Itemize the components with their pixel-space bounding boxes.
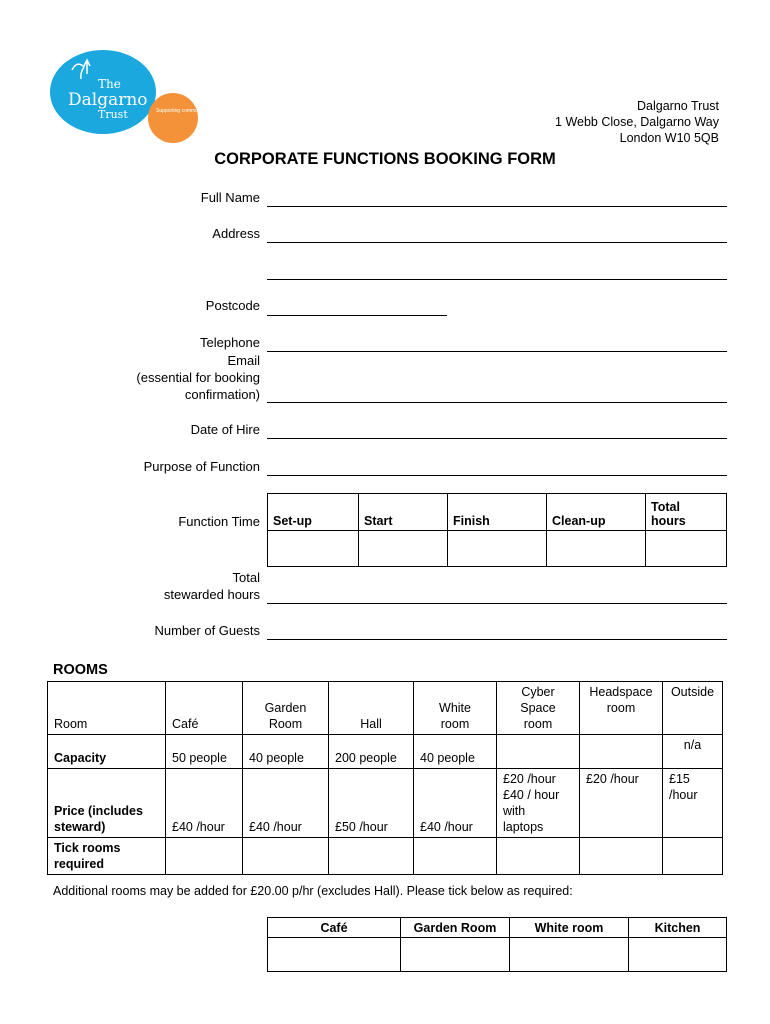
white-price: £40 /hour <box>414 769 497 838</box>
date-of-hire-field[interactable] <box>267 438 727 439</box>
total-hours-line2: hours <box>651 514 686 528</box>
address-line3: London W10 5QB <box>619 131 719 145</box>
cafe-capacity: 50 people <box>166 735 243 769</box>
hall-header: Hall <box>329 682 414 735</box>
finish-header: Finish <box>448 494 547 531</box>
guests-label: Number of Guests <box>154 623 260 638</box>
email-field[interactable] <box>267 402 727 403</box>
cyber-price-line3: with <box>503 804 526 818</box>
white-header-line2: room <box>440 717 470 731</box>
additional-kitchen-tick[interactable] <box>629 938 727 972</box>
outside-price-line1: £15 <box>669 772 690 786</box>
address-field-line1[interactable] <box>267 242 727 243</box>
address-line2: 1 Webb Close, Dalgarno Way <box>555 115 719 129</box>
logo-badge-text: Supporting community action <box>156 108 221 114</box>
dalgarno-trust-logo <box>50 50 221 145</box>
tick-outside[interactable] <box>663 838 723 875</box>
start-header: Start <box>359 494 448 531</box>
additional-rooms-note: Additional rooms may be added for £20.00 p/hr (excludes Hall). Please tick below as required: <box>53 884 573 898</box>
cleanup-cell[interactable] <box>547 531 646 567</box>
cyber-price-line1: £20 /hour <box>503 772 556 786</box>
email-label-line1: Email <box>227 353 260 368</box>
outside-price-line2: /hour <box>669 788 698 802</box>
additional-white-tick[interactable] <box>510 938 629 972</box>
start-cell[interactable] <box>359 531 448 567</box>
logo-name-line2: Dalgarno <box>68 90 148 110</box>
cyber-price-line2: £40 / hour <box>503 788 560 802</box>
setup-header: Set-up <box>268 494 359 531</box>
address-label: Address <box>212 226 260 241</box>
capacity-label: Capacity <box>48 735 166 769</box>
email-label-line3: confirmation) <box>184 387 260 402</box>
hall-price: £50 /hour <box>329 769 414 838</box>
total-hours-cell[interactable] <box>646 531 727 567</box>
headspace-header-line2: room <box>606 701 636 715</box>
postcode-field[interactable] <box>267 315 447 316</box>
cyber-price-line4: laptops <box>503 820 544 834</box>
form-title: CORPORATE FUNCTIONS BOOKING FORM <box>214 150 556 168</box>
additional-garden-tick[interactable] <box>401 938 510 972</box>
tick-label-line2: required <box>54 857 105 871</box>
email-label <box>5 352 260 403</box>
additional-kitchen-header: Kitchen <box>629 918 727 938</box>
cyber-header-line2: Space <box>520 701 556 715</box>
tick-cyber[interactable] <box>497 838 580 875</box>
date-of-hire-label: Date of Hire <box>190 422 260 437</box>
hall-capacity: 200 people <box>329 735 414 769</box>
logo-name-line1: The <box>98 77 121 91</box>
total-hours-line1: Total <box>651 500 680 514</box>
total-hours-header <box>646 494 727 531</box>
cyber-header-line1: Cyber <box>521 685 555 699</box>
address-field-line2[interactable] <box>267 279 727 280</box>
tick-cafe[interactable] <box>166 838 243 875</box>
cafe-header: Café <box>166 682 243 735</box>
garden-price: £40 /hour <box>243 769 329 838</box>
purpose-label: Purpose of Function <box>143 459 260 474</box>
telephone-label: Telephone <box>200 335 260 350</box>
full-name-label: Full Name <box>200 190 260 205</box>
cleanup-header: Clean-up <box>547 494 646 531</box>
total-stewarded-line1: Total <box>232 570 260 585</box>
outside-capacity: n/a <box>663 735 723 769</box>
price-label <box>48 769 166 838</box>
cyber-space-header <box>497 682 580 735</box>
setup-cell[interactable] <box>268 531 359 567</box>
tick-label-line1: Tick rooms <box>54 841 121 855</box>
headspace-header-line1: Headspace <box>589 685 653 699</box>
tick-headspace[interactable] <box>580 838 663 875</box>
cafe-price: £40 /hour <box>166 769 243 838</box>
telephone-field[interactable] <box>267 351 727 352</box>
tick-hall[interactable] <box>329 838 414 875</box>
finish-cell[interactable] <box>448 531 547 567</box>
cyber-price <box>497 769 580 838</box>
total-stewarded-line2: stewarded hours <box>163 587 260 602</box>
logo-name-line3: Trust <box>98 108 128 121</box>
rooms-heading: ROOMS <box>53 662 108 678</box>
logo-graphic <box>50 50 221 145</box>
postcode-label: Postcode <box>205 298 260 313</box>
additional-cafe-tick[interactable] <box>268 938 401 972</box>
white-capacity: 40 people <box>414 735 497 769</box>
purpose-field[interactable] <box>267 475 727 476</box>
tick-garden[interactable] <box>243 838 329 875</box>
garden-header-line2: Room <box>268 717 303 731</box>
function-time-table <box>267 493 727 567</box>
additional-cafe-header: Café <box>268 918 401 938</box>
headspace-price: £20 /hour <box>580 769 663 838</box>
outside-price <box>663 769 723 838</box>
price-label-line1: Price (includes <box>54 804 143 818</box>
room-header: Room <box>48 682 166 735</box>
additional-garden-header: Garden Room <box>401 918 510 938</box>
address-line1: Dalgarno Trust <box>637 99 719 113</box>
function-time-label: Function Time <box>178 514 260 529</box>
cyber-header-line3: room <box>523 717 553 731</box>
tick-rooms-label <box>48 838 166 875</box>
additional-rooms-table <box>267 917 727 972</box>
outside-header: Outside <box>663 682 723 735</box>
headspace-capacity <box>580 735 663 769</box>
cyber-capacity <box>497 735 580 769</box>
email-label-line2: (essential for booking <box>136 370 260 385</box>
organisation-address <box>555 98 719 146</box>
headspace-header <box>580 682 663 735</box>
white-header-line1: White <box>439 701 471 715</box>
tick-white[interactable] <box>414 838 497 875</box>
price-label-line2: steward) <box>54 820 106 834</box>
guests-field[interactable] <box>267 639 727 640</box>
garden-capacity: 40 people <box>243 735 329 769</box>
white-room-header <box>414 682 497 735</box>
rooms-table <box>47 681 723 875</box>
garden-room-header <box>243 682 329 735</box>
garden-header-line1: Garden <box>264 701 307 715</box>
total-stewarded-field[interactable] <box>267 603 727 604</box>
full-name-field[interactable] <box>267 206 727 207</box>
additional-white-header: White room <box>510 918 629 938</box>
total-stewarded-label <box>5 569 260 603</box>
